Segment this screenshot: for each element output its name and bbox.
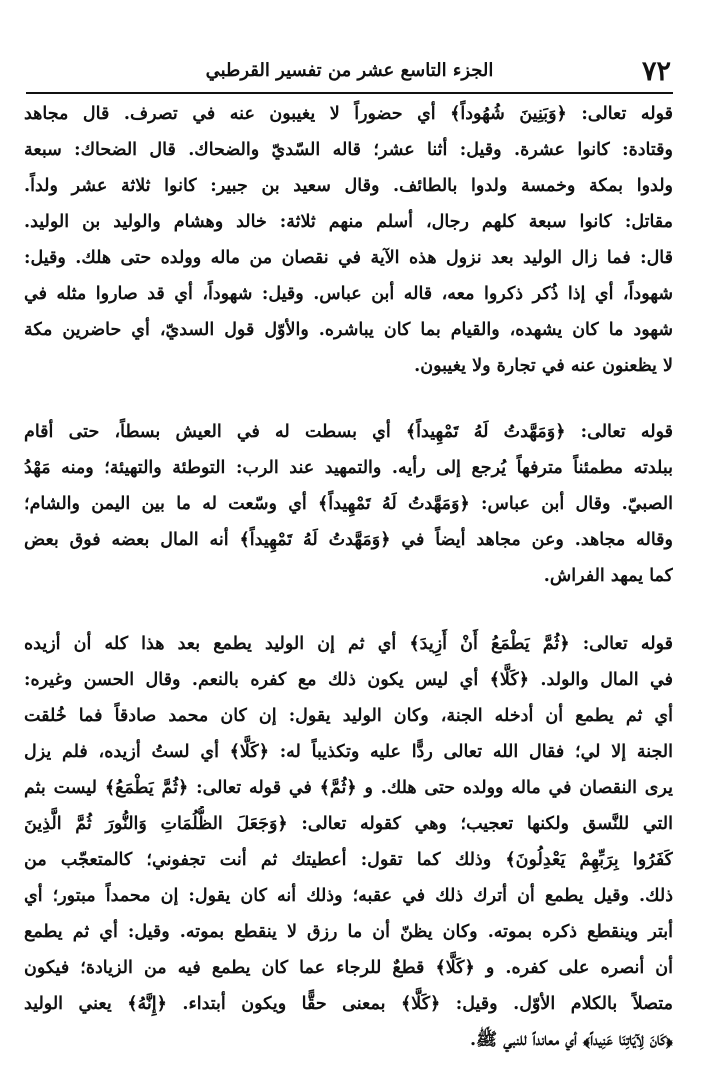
text-line: ﴿كَانَ لِآيَاتِنَا عَنِيداً﴾ أي معانداً للنبي ﷺ. xyxy=(469,1030,673,1050)
text-line: متصلاً بالكلام الأوّل. وقيل: ﴿كَلَّا﴾ بمعنى حقًّا ويكون أبتداء. ﴿إِنَّهُ﴾ يعني الوليد xyxy=(24,994,673,1014)
page-body xyxy=(24,96,673,1058)
page-header xyxy=(26,52,673,94)
text-line: قوله تعالى: ﴿ثُمَّ يَطْمَعُ أَنْ أَزِيدَ﴾ أي ثم إن الوليد يطمع بعد هذا كله أن أزيده xyxy=(24,634,673,654)
text-line: وقتادة: كانوا عشرة. وقيل: أثنا عشر؛ قاله السّديّ والضحاك. قال الضحاك: سبعة xyxy=(24,140,673,160)
paragraph-yatmau xyxy=(24,626,673,1058)
text-line: كَفَرُوا بِرَبِّهِمْ يَعْدِلُونَ﴾ وذلك كما تقول: أعطيتك ثم أنت تجفوني؛ كالمتعجّب من xyxy=(24,850,673,870)
text-line: شهوداً، أي إذا ذُكر ذكروا معه، قاله أبن عباس. وقيل: شهوداً، أي قد صاروا مثله في xyxy=(24,284,673,304)
paragraph-spacer xyxy=(24,594,673,626)
text-line: شهود ما كان يشهده، والقيام بما كان يباشره. والأوّل قول السديّ، أي حاضرين مكة xyxy=(24,320,673,340)
page-number: ٧٢ xyxy=(641,56,671,87)
running-title: الجزء التاسع عشر من تفسير القرطبي xyxy=(205,60,494,81)
text-line: التي للنَّسق ولكنها تعجيب؛ وهي كقوله تعالى: ﴿وَجَعَلَ الظُّلُمَاتِ وَالنُّورَ ثُمَّ الَّذِينَ xyxy=(24,814,673,834)
text-line: قوله تعالى: ﴿وَبَنِينَ شُهُوداً﴾ أي حضوراً لا يغيبون عنه في تصرف. قال مجاهد xyxy=(24,104,673,124)
paragraph-tamhid xyxy=(24,414,673,594)
paragraph-spacer xyxy=(24,384,673,414)
text-line: الجنة إلا لي؛ فقال الله تعالى ردًّا عليه وتكذيباً له: ﴿كَلَّا﴾ أي لستُ أزيده، فلم يزل xyxy=(24,742,673,762)
text-line: أبتر وينقطع ذكره بموته. وكان يظنّ أن ما رزق لا ينقطع بموته. وقيل: أي ثم يطمع xyxy=(24,922,673,942)
text-line: أي ثم يطمع أن أدخله الجنة، وكان الوليد يقول: إن كان محمد صادقاً فما خُلقت xyxy=(24,706,673,726)
text-line: كما يمهد الفراش. xyxy=(543,566,673,586)
text-line: مقاتل: كانوا سبعة كلهم رجال، أسلم منهم ثلاثة: خالد وهشام والوليد بن الوليد. xyxy=(24,212,673,232)
text-line: ذلك. وقيل يطمع أن أترك ذلك في عقبه؛ وذلك أنه كان يقول: إن محمداً مبتور؛ أي xyxy=(24,886,673,906)
text-line: ولدوا بمكة وخمسة ولدوا بالطائف. وقال سعيد بن جبير: كانوا ثلاثة عشر ولداً. xyxy=(24,176,673,196)
text-line: ببلدته مطمئناً مترفهاً يُرجع إلى رأيه. والتمهيد عند الرب: التوطئة والتهيئة؛ ومنه مَهْدُ xyxy=(24,458,673,478)
text-line: قال: فما زال الوليد بعد نزول هذه الآية في نقصان من ماله وولده حتى هلك. وقيل: xyxy=(24,248,673,268)
text-line: أن أنصره على كفره. و ﴿كَلَّا﴾ قطعٌ للرجاء عما كان يطمع فيه من الزيادة؛ فيكون xyxy=(24,958,673,978)
text-line: يرى النقصان في ماله وولده حتى هلك. و ﴿ثُمَّ﴾ في قوله تعالى: ﴿ثُمَّ يَطْمَعُ﴾ ليست بثم xyxy=(24,778,673,798)
text-line: قوله تعالى: ﴿وَمَهَّدتُ لَهُ تَمْهِيداً﴾ أي بسطت له في العيش بسطاً، حتى أقام xyxy=(24,422,673,442)
text-line: في المال والولد. ﴿كَلَّا﴾ أي ليس يكون ذلك مع كفره بالنعم. وقال الحسن وغيره: xyxy=(24,670,673,690)
text-line: وقاله مجاهد. وعن مجاهد أيضاً في ﴿وَمَهَّدتُ لَهُ تَمْهِيداً﴾ أنه المال بعضه فوق بعض xyxy=(24,530,673,550)
text-line: لا يظعنون عنه في تجارة ولا يغيبون. xyxy=(414,356,673,376)
paragraph-shuhud xyxy=(24,96,673,384)
text-line: الصبيّ. وقال أبن عباس: ﴿وَمَهَّدتُ لَهُ تَمْهِيداً﴾ أي وسّعت له ما بين اليمن والشام؛ xyxy=(24,494,673,514)
